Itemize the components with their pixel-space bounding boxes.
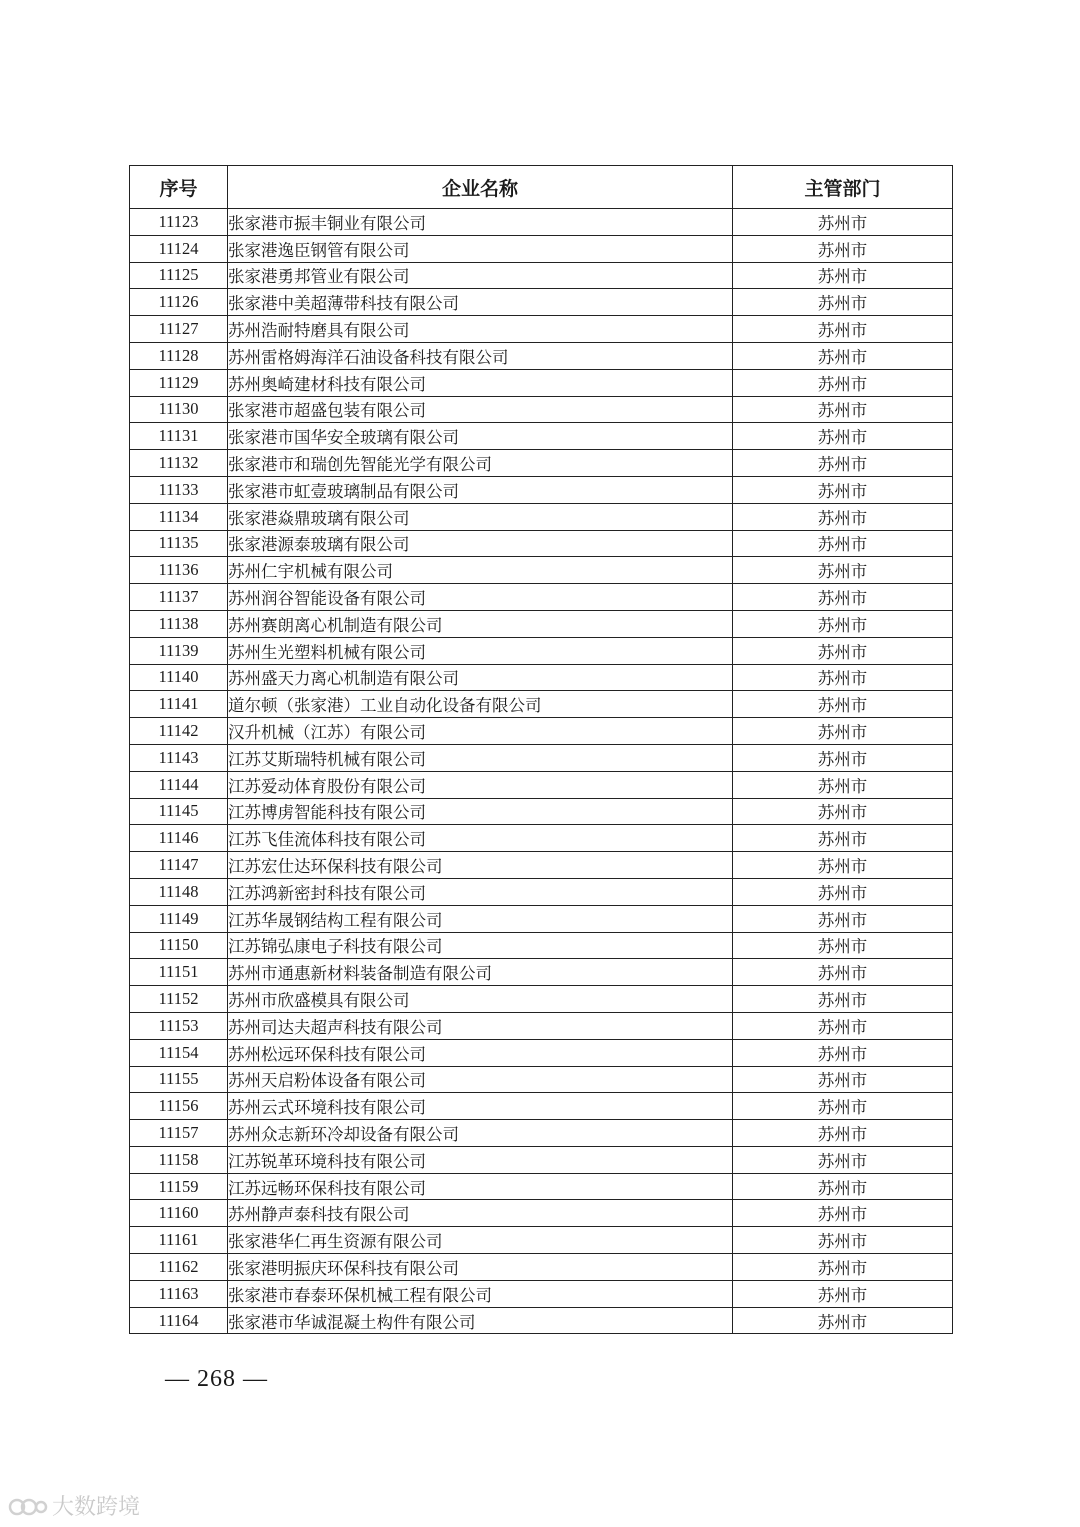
row-index: 11155 — [130, 1066, 228, 1093]
row-index: 11159 — [130, 1173, 228, 1200]
row-index: 11124 — [130, 235, 228, 262]
table-row — [130, 423, 953, 450]
table-row — [130, 905, 953, 932]
row-department: 苏州市 — [733, 342, 953, 369]
row-company: 道尔顿（张家港）工业自动化设备有限公司 — [228, 691, 733, 718]
row-department: 苏州市 — [733, 1307, 953, 1334]
row-index: 11151 — [130, 959, 228, 986]
row-company: 苏州众志新环冷却设备有限公司 — [228, 1120, 733, 1147]
table-row — [130, 932, 953, 959]
table-row — [130, 691, 953, 718]
table-row — [130, 209, 953, 236]
row-company: 张家港市春泰环保机械工程有限公司 — [228, 1280, 733, 1307]
row-department: 苏州市 — [733, 1093, 953, 1120]
table-row — [130, 1254, 953, 1281]
table-row — [130, 852, 953, 879]
row-index: 11127 — [130, 316, 228, 343]
row-company: 苏州浩耐特磨具有限公司 — [228, 316, 733, 343]
table-header-row — [130, 166, 953, 209]
row-company: 苏州市欣盛模具有限公司 — [228, 986, 733, 1013]
table-row — [130, 369, 953, 396]
table-row — [130, 450, 953, 477]
row-department: 苏州市 — [733, 423, 953, 450]
row-index: 11148 — [130, 878, 228, 905]
row-department: 苏州市 — [733, 289, 953, 316]
row-index: 11143 — [130, 744, 228, 771]
row-department: 苏州市 — [733, 450, 953, 477]
row-department: 苏州市 — [733, 798, 953, 825]
table-row — [130, 584, 953, 611]
table-row — [130, 530, 953, 557]
row-index: 11130 — [130, 396, 228, 423]
row-department: 苏州市 — [733, 235, 953, 262]
row-index: 11140 — [130, 664, 228, 691]
row-company: 张家港勇邦管业有限公司 — [228, 262, 733, 289]
table-row — [130, 1200, 953, 1227]
row-department: 苏州市 — [733, 771, 953, 798]
row-department: 苏州市 — [733, 1120, 953, 1147]
row-index: 11164 — [130, 1307, 228, 1334]
table-row — [130, 825, 953, 852]
header-index: 序号 — [130, 166, 228, 209]
table-row — [130, 1173, 953, 1200]
table-row — [130, 1227, 953, 1254]
row-company: 张家港市国华安全玻璃有限公司 — [228, 423, 733, 450]
header-company: 企业名称 — [228, 166, 733, 209]
row-company: 江苏宏仕达环保科技有限公司 — [228, 852, 733, 879]
row-index: 11136 — [130, 557, 228, 584]
table-row — [130, 503, 953, 530]
row-company: 江苏远畅环保科技有限公司 — [228, 1173, 733, 1200]
table-row — [130, 771, 953, 798]
row-department: 苏州市 — [733, 476, 953, 503]
row-department: 苏州市 — [733, 744, 953, 771]
row-company: 张家港焱鼎玻璃有限公司 — [228, 503, 733, 530]
row-index: 11146 — [130, 825, 228, 852]
row-company: 江苏华晟钢结构工程有限公司 — [228, 905, 733, 932]
row-department: 苏州市 — [733, 1012, 953, 1039]
row-company: 张家港市虹壹玻璃制品有限公司 — [228, 476, 733, 503]
row-index: 11132 — [130, 450, 228, 477]
row-company: 江苏博虏智能科技有限公司 — [228, 798, 733, 825]
row-company: 张家港市振丰铜业有限公司 — [228, 209, 733, 236]
row-department: 苏州市 — [733, 369, 953, 396]
row-company: 江苏艾斯瑞特机械有限公司 — [228, 744, 733, 771]
row-department: 苏州市 — [733, 396, 953, 423]
row-index: 11133 — [130, 476, 228, 503]
row-index: 11147 — [130, 852, 228, 879]
row-company: 苏州松远环保科技有限公司 — [228, 1039, 733, 1066]
row-index: 11161 — [130, 1227, 228, 1254]
row-company: 苏州赛朗离心机制造有限公司 — [228, 610, 733, 637]
row-company: 苏州司达夫超声科技有限公司 — [228, 1012, 733, 1039]
row-company: 苏州静声泰科技有限公司 — [228, 1200, 733, 1227]
table-row — [130, 798, 953, 825]
table-row — [130, 235, 953, 262]
table-row — [130, 718, 953, 745]
row-department: 苏州市 — [733, 557, 953, 584]
row-index: 11156 — [130, 1093, 228, 1120]
table-row — [130, 1066, 953, 1093]
header-department: 主管部门 — [733, 166, 953, 209]
row-department: 苏州市 — [733, 637, 953, 664]
row-company: 苏州生光塑料机械有限公司 — [228, 637, 733, 664]
row-department: 苏州市 — [733, 664, 953, 691]
table-row — [130, 744, 953, 771]
row-company: 张家港华仁再生资源有限公司 — [228, 1227, 733, 1254]
row-index: 11137 — [130, 584, 228, 611]
row-company: 张家港市和瑞创先智能光学有限公司 — [228, 450, 733, 477]
row-department: 苏州市 — [733, 1280, 953, 1307]
row-company: 苏州市通惠新材料装备制造有限公司 — [228, 959, 733, 986]
table-row — [130, 959, 953, 986]
row-department: 苏州市 — [733, 905, 953, 932]
row-index: 11123 — [130, 209, 228, 236]
row-department: 苏州市 — [733, 878, 953, 905]
row-index: 11131 — [130, 423, 228, 450]
row-department: 苏州市 — [733, 1227, 953, 1254]
table-row — [130, 289, 953, 316]
row-company: 江苏锦弘康电子科技有限公司 — [228, 932, 733, 959]
row-company: 张家港源泰玻璃有限公司 — [228, 530, 733, 557]
row-index: 11144 — [130, 771, 228, 798]
row-index: 11141 — [130, 691, 228, 718]
table-row — [130, 396, 953, 423]
row-index: 11157 — [130, 1120, 228, 1147]
row-company: 张家港逸臣钢管有限公司 — [228, 235, 733, 262]
row-index: 11149 — [130, 905, 228, 932]
table-row — [130, 1307, 953, 1334]
row-company: 苏州润谷智能设备有限公司 — [228, 584, 733, 611]
row-company: 汉升机械（江苏）有限公司 — [228, 718, 733, 745]
table-row — [130, 342, 953, 369]
row-department: 苏州市 — [733, 1200, 953, 1227]
row-index: 11138 — [130, 610, 228, 637]
brand-logo-icon — [8, 1492, 48, 1520]
row-department: 苏州市 — [733, 718, 953, 745]
row-index: 11126 — [130, 289, 228, 316]
row-company: 苏州仁宇机械有限公司 — [228, 557, 733, 584]
row-index: 11152 — [130, 986, 228, 1013]
table-row — [130, 557, 953, 584]
table-row — [130, 1012, 953, 1039]
row-company: 张家港市华诚混凝土构件有限公司 — [228, 1307, 733, 1334]
row-company: 张家港市超盛包装有限公司 — [228, 396, 733, 423]
row-department: 苏州市 — [733, 1066, 953, 1093]
row-department: 苏州市 — [733, 209, 953, 236]
row-index: 11160 — [130, 1200, 228, 1227]
row-index: 11134 — [130, 503, 228, 530]
row-company: 江苏飞佳流体科技有限公司 — [228, 825, 733, 852]
row-index: 11135 — [130, 530, 228, 557]
table-row — [130, 1146, 953, 1173]
row-department: 苏州市 — [733, 825, 953, 852]
table-row — [130, 878, 953, 905]
row-department: 苏州市 — [733, 530, 953, 557]
row-department: 苏州市 — [733, 959, 953, 986]
table-row — [130, 986, 953, 1013]
row-company: 苏州盛天力离心机制造有限公司 — [228, 664, 733, 691]
table-row — [130, 1120, 953, 1147]
table-row — [130, 262, 953, 289]
row-index: 11125 — [130, 262, 228, 289]
row-index: 11154 — [130, 1039, 228, 1066]
row-index: 11145 — [130, 798, 228, 825]
row-department: 苏州市 — [733, 932, 953, 959]
row-department: 苏州市 — [733, 584, 953, 611]
table-body — [130, 209, 953, 1334]
row-index: 11150 — [130, 932, 228, 959]
row-company: 张家港明振庆环保科技有限公司 — [228, 1254, 733, 1281]
row-company: 苏州雷格姆海洋石油设备科技有限公司 — [228, 342, 733, 369]
row-company: 苏州奥崎建材科技有限公司 — [228, 369, 733, 396]
row-department: 苏州市 — [733, 262, 953, 289]
row-index: 11158 — [130, 1146, 228, 1173]
row-department: 苏州市 — [733, 316, 953, 343]
table-row — [130, 610, 953, 637]
row-company: 江苏鸿新密封科技有限公司 — [228, 878, 733, 905]
row-department: 苏州市 — [733, 610, 953, 637]
row-index: 11128 — [130, 342, 228, 369]
row-index: 11129 — [130, 369, 228, 396]
row-department: 苏州市 — [733, 691, 953, 718]
table-row — [130, 1093, 953, 1120]
watermark-text: 大数跨境 — [52, 1495, 141, 1520]
row-company: 张家港中美超薄带科技有限公司 — [228, 289, 733, 316]
row-company: 江苏锐革环境科技有限公司 — [228, 1146, 733, 1173]
table-row — [130, 1039, 953, 1066]
row-company: 苏州云式环境科技有限公司 — [228, 1093, 733, 1120]
company-table — [129, 165, 953, 1334]
row-index: 11163 — [130, 1280, 228, 1307]
row-department: 苏州市 — [733, 1146, 953, 1173]
row-index: 11139 — [130, 637, 228, 664]
table-row — [130, 1280, 953, 1307]
row-index: 11153 — [130, 1012, 228, 1039]
row-company: 江苏爱动体育股份有限公司 — [228, 771, 733, 798]
row-index: 11142 — [130, 718, 228, 745]
table-row — [130, 637, 953, 664]
row-department: 苏州市 — [733, 1039, 953, 1066]
row-department: 苏州市 — [733, 852, 953, 879]
table-row — [130, 316, 953, 343]
row-department: 苏州市 — [733, 1173, 953, 1200]
row-department: 苏州市 — [733, 1254, 953, 1281]
watermark — [8, 1490, 140, 1521]
row-department: 苏州市 — [733, 503, 953, 530]
row-index: 11162 — [130, 1254, 228, 1281]
row-company: 苏州天启粉体设备有限公司 — [228, 1066, 733, 1093]
table-row — [130, 664, 953, 691]
row-department: 苏州市 — [733, 986, 953, 1013]
table-row — [130, 476, 953, 503]
page-number: — 268 — — [165, 1366, 268, 1392]
